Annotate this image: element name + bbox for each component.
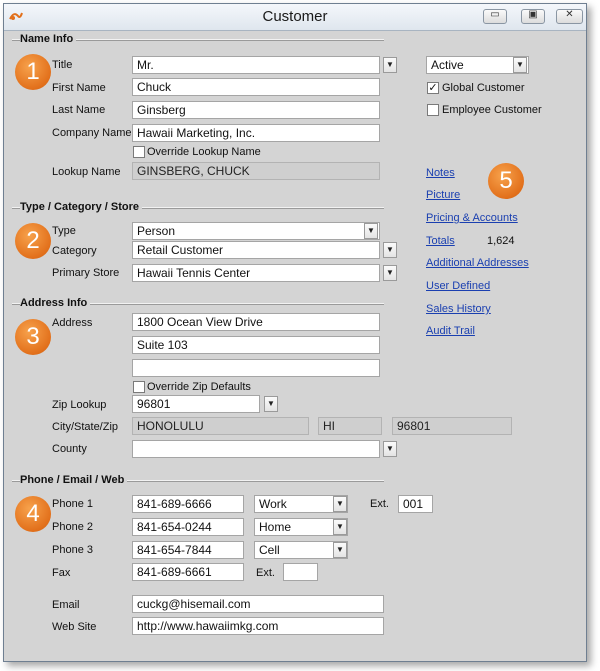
maximize-icon: ▣ (528, 9, 538, 20)
minimize-icon: ▭ (490, 9, 500, 20)
zip-lookup-label: Zip Lookup (52, 399, 107, 411)
notes-link[interactable]: Notes (426, 167, 455, 179)
phone2-type-dropdown-button[interactable]: ▼ (333, 519, 347, 535)
zip-lookup-input[interactable]: 96801 (132, 395, 260, 413)
phone1-type-dropdown-button[interactable]: ▼ (333, 496, 347, 512)
form-content (4, 31, 586, 661)
callout-badge-5: 5 (488, 163, 524, 199)
web-site-input[interactable]: http://www.hawaiimkg.com (132, 617, 384, 635)
window-title: Customer (262, 8, 328, 25)
category-label: Category (52, 245, 97, 257)
title-dropdown-button[interactable]: ▼ (383, 57, 397, 73)
lookup-name-label: Lookup Name (52, 166, 121, 178)
status-select[interactable]: Active (426, 56, 529, 74)
phone3-label: Phone 3 (52, 544, 93, 556)
title-label: Title (52, 59, 73, 71)
audit-trail-link[interactable]: Audit Trail (426, 325, 475, 337)
additional-addresses-link[interactable]: Additional Addresses (426, 257, 529, 269)
close-icon: ✕ (565, 9, 574, 20)
callout-badge-3: 3 (15, 319, 51, 355)
totals-value: 1,624 (487, 235, 515, 247)
company-name-label: Company Name (52, 127, 132, 139)
phone1-type-select[interactable]: Work (254, 495, 348, 513)
picture-link[interactable]: Picture (426, 189, 461, 201)
close-button[interactable] (556, 9, 583, 24)
title-field[interactable]: Mr. (132, 56, 380, 74)
section-heading-name-info: Name Info (20, 33, 76, 45)
section-heading-address: Address Info (20, 297, 90, 309)
title-bar (4, 4, 586, 31)
phone2-label: Phone 2 (52, 521, 93, 533)
phone1-input[interactable]: 841-689-6666 (132, 495, 244, 513)
category-field[interactable]: Retail Customer (132, 241, 380, 259)
primary-store-label: Primary Store (52, 267, 120, 279)
category-dropdown-button[interactable]: ▼ (383, 242, 397, 258)
callout-badge-4: 4 (15, 496, 51, 532)
override-lookup-label: Override Lookup Name (147, 146, 261, 158)
first-name-input[interactable]: Chuck (132, 78, 380, 96)
fax-input[interactable]: 841-689-6661 (132, 563, 244, 581)
phone1-ext-input[interactable]: 001 (398, 495, 433, 513)
company-name-input[interactable]: Hawaii Marketing, Inc. (132, 124, 380, 142)
section-heading-type: Type / Category / Store (20, 201, 142, 213)
type-dropdown-button[interactable]: ▼ (364, 223, 378, 239)
section-heading-phone: Phone / Email / Web (20, 474, 127, 486)
type-select[interactable]: Person (132, 222, 380, 240)
fax-ext-label: Ext. (256, 567, 275, 579)
employee-customer-checkbox[interactable] (427, 104, 439, 116)
city-field: HONOLULU (132, 417, 309, 435)
employee-customer-label: Employee Customer (442, 104, 542, 116)
email-input[interactable]: cuckg@hisemail.com (132, 595, 384, 613)
address-line1-input[interactable]: 1800 Ocean View Drive (132, 313, 380, 331)
minimize-button[interactable] (483, 9, 507, 24)
lookup-name-field: GINSBERG, CHUCK (132, 162, 380, 180)
phone2-type-select[interactable]: Home (254, 518, 348, 536)
callout-badge-1: 1 (15, 54, 51, 90)
fax-ext-input[interactable] (283, 563, 318, 581)
address-line3-input[interactable] (132, 359, 380, 377)
fax-label: Fax (52, 567, 71, 579)
phone3-input[interactable]: 841-654-7844 (132, 541, 244, 559)
state-field: HI (318, 417, 382, 435)
phone3-type-dropdown-button[interactable]: ▼ (333, 542, 347, 558)
zip-field: 96801 (392, 417, 512, 435)
phone3-type-select[interactable]: Cell (254, 541, 348, 559)
email-label: Email (52, 599, 80, 611)
phone2-input[interactable]: 841-654-0244 (132, 518, 244, 536)
primary-store-field[interactable]: Hawaii Tennis Center (132, 264, 380, 282)
address-line2-input[interactable]: Suite 103 (132, 336, 380, 354)
address-label: Address (52, 317, 93, 329)
county-label: County (52, 443, 87, 455)
customer-window (3, 3, 587, 662)
sales-history-link[interactable]: Sales History (426, 303, 491, 315)
override-zip-label: Override Zip Defaults (147, 381, 251, 393)
status-dropdown-button[interactable]: ▼ (513, 57, 527, 73)
totals-link[interactable]: Totals (426, 235, 455, 247)
county-dropdown-button[interactable]: ▼ (383, 441, 397, 457)
pricing-accounts-link[interactable]: Pricing & Accounts (426, 212, 518, 224)
county-field[interactable] (132, 440, 380, 458)
override-lookup-checkbox[interactable] (133, 146, 145, 158)
global-customer-checkbox[interactable]: ✓ (428, 82, 438, 94)
city-state-zip-label: City/State/Zip (52, 421, 119, 433)
primary-store-dropdown-button[interactable]: ▼ (383, 265, 397, 281)
last-name-input[interactable]: Ginsberg (132, 101, 380, 119)
maximize-button[interactable] (521, 9, 545, 24)
first-name-label: First Name (52, 82, 106, 94)
phone1-label: Phone 1 (52, 498, 93, 510)
callout-badge-2: 2 (15, 223, 51, 259)
user-defined-link[interactable]: User Defined (426, 280, 491, 292)
override-zip-checkbox[interactable] (133, 381, 145, 393)
phone1-ext-label: Ext. (370, 498, 389, 510)
last-name-label: Last Name (52, 104, 106, 116)
type-label: Type (52, 225, 76, 237)
global-customer-label: Global Customer (442, 82, 525, 94)
zip-lookup-dropdown-button[interactable]: ▼ (264, 396, 278, 412)
web-site-label: Web Site (52, 621, 97, 633)
